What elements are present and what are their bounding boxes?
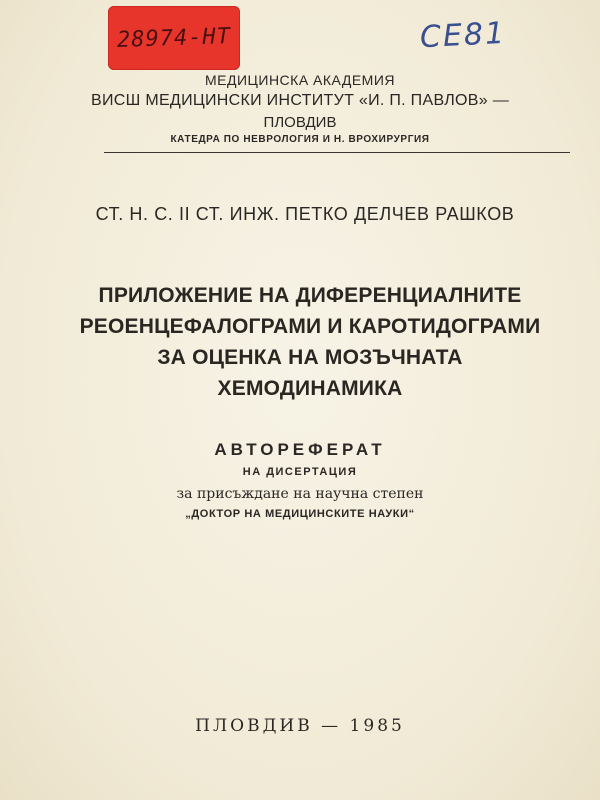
header-divider (104, 152, 570, 153)
institution-line-1: МЕДИЦИНСКА АКАДЕМИЯ (204, 72, 396, 88)
institution-line-2: ВИСШ МЕДИЦИНСКИ ИНСТИТУТ «И. П. ПАВЛОВ» — (91, 92, 509, 109)
title-line-3: ЗА ОЦЕНКА НА МОЗЪЧНАТА (157, 346, 463, 369)
document-type: АВТОРЕФЕРАТ (214, 440, 386, 459)
place-and-year: ПЛОВДИВ — 1985 (195, 716, 405, 736)
library-stamp (108, 6, 240, 70)
degree-name: „ДОКТОР НА МЕДИЦИНСКИТЕ НАУКИ“ (185, 508, 415, 520)
document-title (60, 280, 560, 404)
title-line-4: ХЕМОДИНАМИКА (217, 377, 403, 400)
document-type-of: НА ДИСЕРТАЦИЯ (242, 466, 358, 478)
department-line: КАТЕДРА ПО НЕВРОЛОГИЯ И Н. ВРОХИРУРГИЯ (170, 134, 430, 145)
title-line-1: ПРИЛОЖЕНИЕ НА ДИФЕРЕНЦИАЛНИТЕ (98, 284, 522, 307)
stamp-number: 28974-НТ (116, 23, 232, 53)
author-line: СТ. Н. С. II СТ. ИНЖ. ПЕТКО ДЕЛЧЕВ РАШКОВ (95, 204, 515, 224)
title-line-2: РЕОЕНЦЕФАЛОГРАМИ И КАРОТИДОГРАМИ (79, 315, 541, 338)
institution-line-3: ПЛОВДИВ (263, 114, 337, 131)
degree-purpose: за присъждане на научна степен (176, 486, 424, 502)
handwritten-note: СЕ81 (419, 15, 507, 56)
